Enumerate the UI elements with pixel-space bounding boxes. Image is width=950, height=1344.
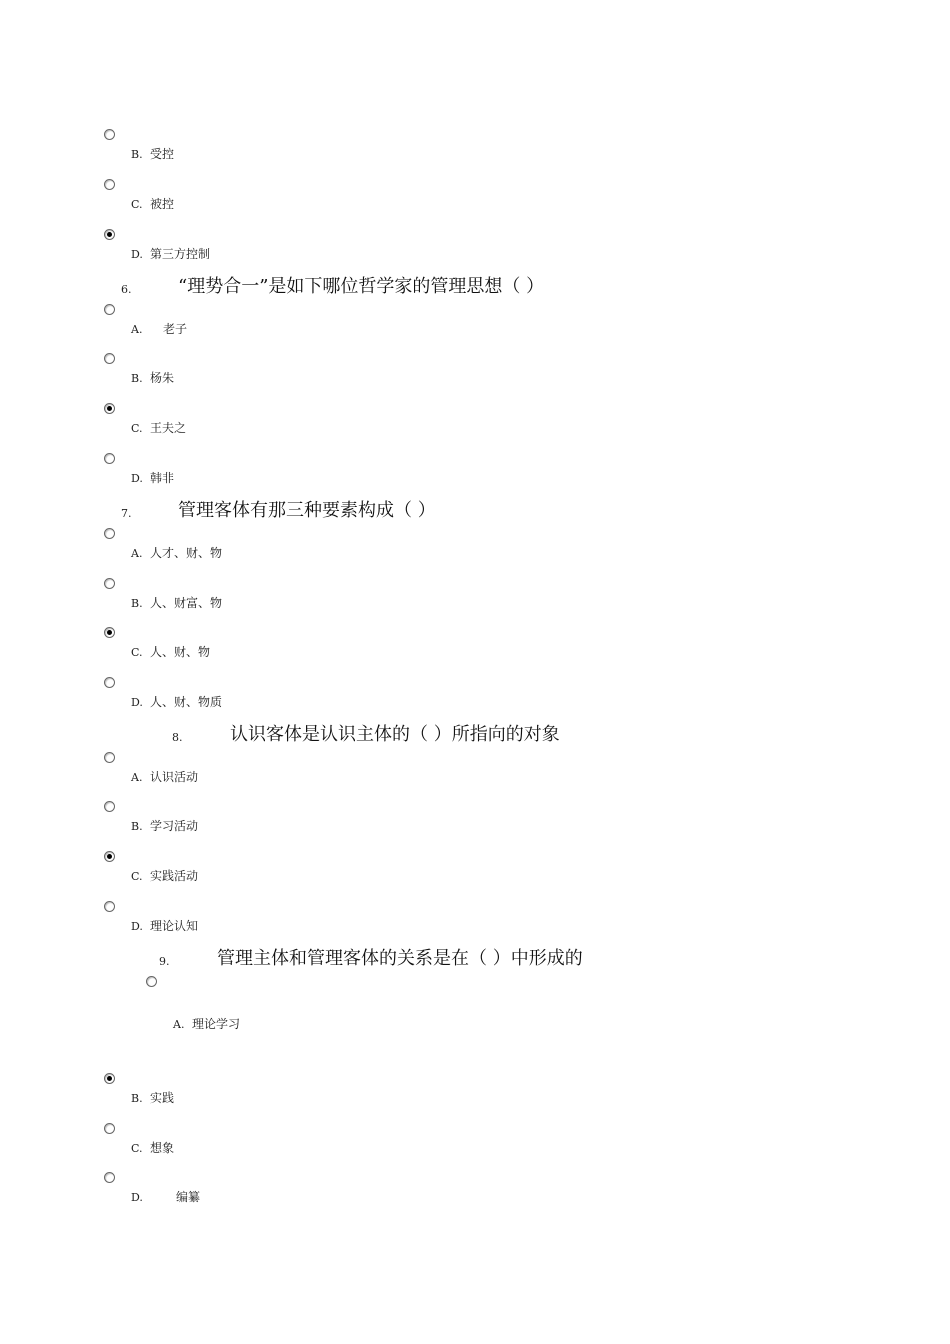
- q7-option-b-letter: B.: [131, 597, 143, 610]
- q5-option-a-radio[interactable]: [104, 129, 115, 140]
- q7-option-c-letter: C.: [131, 646, 143, 659]
- q6-option-c-radio[interactable]: [104, 403, 115, 414]
- q9-option-d-radio[interactable]: [104, 1172, 115, 1183]
- q6-option-d-label: 韩非: [150, 471, 175, 485]
- q5-option-c-label: 被控: [150, 197, 175, 211]
- q7-question-text: 管理客体有那三种要素构成（ ）: [178, 500, 436, 521]
- q9-number: 9.: [159, 955, 170, 968]
- q9-option-a-letter: A.: [173, 1018, 185, 1031]
- q8-option-c-radio[interactable]: [104, 851, 115, 862]
- q8-option-b-label: 学习活动: [150, 819, 199, 833]
- q5-option-d-letter: D.: [131, 248, 143, 261]
- q6-option-b-letter: B.: [131, 372, 143, 385]
- q6-question-text: “理势合一”是如下哪位哲学家的管理思想（ ）: [178, 276, 545, 297]
- q6-option-d-radio[interactable]: [104, 453, 115, 464]
- q6-option-c-letter: C.: [131, 422, 143, 435]
- q7-option-a-label: 人才、财、物: [150, 546, 223, 560]
- q6-option-a-radio[interactable]: [104, 304, 115, 315]
- q9-option-b-radio[interactable]: [104, 1073, 115, 1084]
- q7-option-c-label: 人、财、物: [150, 645, 211, 659]
- q5-option-b-radio[interactable]: [104, 179, 115, 190]
- q6-option-a-letter: A.: [131, 323, 143, 336]
- q6-option-a-label: 老子: [163, 322, 188, 336]
- q8-option-d-radio[interactable]: [104, 901, 115, 912]
- q8-option-b-letter: B.: [131, 820, 143, 833]
- q5-option-d-label: 第三方控制: [150, 247, 211, 261]
- q7-option-b-label: 人、财富、物: [150, 596, 223, 610]
- q8-number: 8.: [172, 731, 183, 744]
- q8-question-text: 认识客体是认识主体的（ ）所指向的对象: [230, 724, 560, 745]
- q6-number: 6.: [121, 283, 132, 296]
- q9-option-d-letter: D.: [131, 1191, 143, 1204]
- q6-option-b-label: 杨朱: [150, 371, 175, 385]
- q6-option-d-letter: D.: [131, 472, 143, 485]
- q5-option-b-letter: B.: [131, 148, 143, 161]
- q9-option-a-label: 理论学习: [192, 1017, 241, 1031]
- q7-option-d-letter: D.: [131, 696, 143, 709]
- q9-option-b-label: 实践: [150, 1091, 175, 1105]
- q7-option-d-radio[interactable]: [104, 677, 115, 688]
- q7-option-d-label: 人、财、物质: [150, 695, 223, 709]
- q6-option-b-radio[interactable]: [104, 353, 115, 364]
- q9-option-c-letter: C.: [131, 1142, 143, 1155]
- q8-option-d-label: 理论认知: [150, 919, 199, 933]
- q7-number: 7.: [121, 507, 132, 520]
- q7-option-a-letter: A.: [131, 547, 143, 560]
- q9-option-c-label: 想象: [150, 1141, 175, 1155]
- q7-option-b-radio[interactable]: [104, 578, 115, 589]
- q9-question-text: 管理主体和管理客体的关系是在（ ）中形成的: [217, 948, 583, 969]
- q8-option-a-radio[interactable]: [104, 752, 115, 763]
- q8-option-c-label: 实践活动: [150, 869, 199, 883]
- q9-option-a-radio[interactable]: [146, 976, 157, 987]
- q9-option-d-label: 编纂: [176, 1190, 201, 1204]
- q8-option-a-label: 认识活动: [150, 770, 199, 784]
- q7-option-a-radio[interactable]: [104, 528, 115, 539]
- q6-option-c-label: 王夫之: [150, 421, 187, 435]
- q8-option-a-letter: A.: [131, 771, 143, 784]
- q8-option-d-letter: D.: [131, 920, 143, 933]
- q5-option-c-letter: C.: [131, 198, 143, 211]
- q9-option-b-letter: B.: [131, 1092, 143, 1105]
- q8-option-c-letter: C.: [131, 870, 143, 883]
- q5-option-b-label: 受控: [150, 147, 175, 161]
- q9-option-c-radio[interactable]: [104, 1123, 115, 1134]
- q7-option-c-radio[interactable]: [104, 627, 115, 638]
- q8-option-b-radio[interactable]: [104, 801, 115, 812]
- q5-option-c-radio[interactable]: [104, 229, 115, 240]
